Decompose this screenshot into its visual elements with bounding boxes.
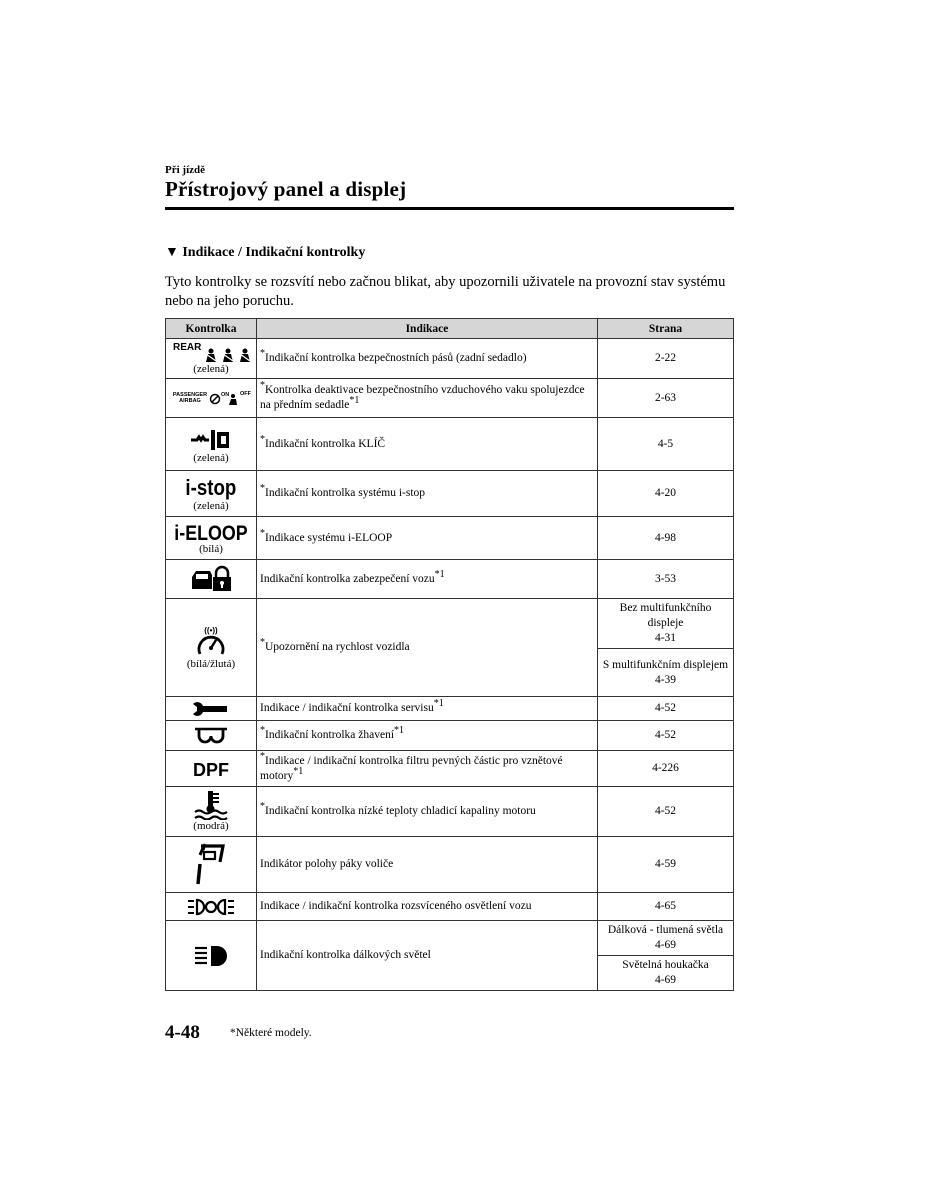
speed-alert-icon (191, 624, 231, 658)
table-row (166, 751, 734, 787)
page-cell: 3-53 (598, 560, 734, 599)
icon-cell (166, 471, 257, 517)
page-cell: S multifunkčním displejem 4-39 (598, 649, 734, 697)
page-cell: 4-52 (598, 697, 734, 721)
i-stop-icon (176, 474, 246, 500)
column-header-kontrolka: Kontrolka (166, 319, 257, 339)
page-cell: 4-226 (598, 751, 734, 787)
table-row (166, 787, 734, 837)
indication-cell: *Indikace / indikační kontrolka filtru pevných částic pro vznětové motory*1 (257, 751, 598, 787)
wrench-icon (191, 701, 231, 717)
indication-cell: *Kontrolka deaktivace bezpečnostního vzduchového vaku spolujezdce na předním sedadle*1 (257, 379, 598, 418)
high-beam-icon (191, 944, 231, 968)
indication-cell: Indikační kontrolka zabezpečení vozu*1 (257, 560, 598, 599)
icon-cell (166, 893, 257, 921)
indication-cell: Indikátor polohy páky voliče (257, 837, 598, 893)
page-cell: 4-59 (598, 837, 734, 893)
svg-text:REAR: REAR (173, 342, 202, 353)
svg-text:DPF: DPF (193, 759, 229, 779)
indication-cell: *Indikační kontrolka KLÍČ (257, 418, 598, 471)
svg-text:i-ELOOP: i-ELOOP (174, 521, 248, 543)
page-cell: 4-20 (598, 471, 734, 517)
table-row (166, 837, 734, 893)
indication-cell: Indikace / indikační kontrolka servisu*1 (257, 697, 598, 721)
indication-cell: Indikace / indikační kontrolka rozsvíceného osvětlení vozu (257, 893, 598, 921)
page-number: 4-48 (165, 1022, 200, 1043)
footnote: *Některé modely. (230, 1027, 312, 1039)
icon-cell (166, 721, 257, 751)
icon-cell (166, 418, 257, 471)
shift-position-icon (193, 842, 229, 888)
page-cell: 4-5 (598, 418, 734, 471)
table-row (166, 721, 734, 751)
indicator-table (165, 318, 734, 991)
title-rule (165, 207, 734, 210)
svg-text:i-stop: i-stop (185, 476, 237, 500)
svg-text:PASSENGER: PASSENGER (172, 392, 208, 398)
icon-cell (166, 921, 257, 991)
indication-cell: Indikační kontrolka dálkových světel (257, 921, 598, 991)
icon-cell (166, 517, 257, 560)
table-row (166, 599, 734, 649)
icon-cell (166, 837, 257, 893)
column-header-strana: Strana (598, 319, 734, 339)
dpf-icon (186, 759, 236, 779)
section-label: Při jízdě (165, 164, 206, 176)
rear-seatbelt-icon (171, 341, 251, 363)
page-cell: 4-52 (598, 721, 734, 751)
glow-plug-icon (191, 726, 231, 746)
passenger-airbag-off-icon (170, 389, 252, 407)
page-cell: 4-65 (598, 893, 734, 921)
table-row (166, 921, 734, 956)
icon-caption: (zelená) (193, 451, 229, 464)
table-row (166, 893, 734, 921)
icon-caption: (zelená) (193, 500, 229, 512)
icon-cell (166, 787, 257, 837)
table-row (166, 379, 734, 418)
page-cell: 2-22 (598, 339, 734, 379)
vehicle-security-icon (190, 565, 232, 593)
icon-cell (166, 599, 257, 697)
icon-cell (166, 560, 257, 599)
column-header-indikace: Indikace (257, 319, 598, 339)
indication-cell: *Upozornění na rychlost vozidla (257, 599, 598, 697)
table-row (166, 560, 734, 599)
lights-on-icon (186, 897, 236, 917)
svg-text:OFF: OFF (240, 391, 251, 397)
table-row (166, 471, 734, 517)
page-cell: 4-98 (598, 517, 734, 560)
page-cell: Světelná houkačka 4-69 (598, 956, 734, 991)
page-cell: 4-52 (598, 787, 734, 837)
icon-cell (166, 339, 257, 379)
indication-cell: *Indikace systému i-ELOOP (257, 517, 598, 560)
page-cell: 2-63 (598, 379, 734, 418)
indication-cell: *Indikační kontrolka systému i-stop (257, 471, 598, 517)
svg-text:AIRBAG: AIRBAG (179, 398, 201, 404)
page-title: Přístrojový panel a displej (165, 177, 407, 201)
table-row (166, 517, 734, 560)
table-row (166, 339, 734, 379)
svg-text:ON: ON (221, 392, 230, 398)
icon-caption: (bílá/žlutá) (186, 658, 236, 670)
page-cell: Bez multifunkčního displeje 4-31 (598, 599, 734, 649)
icon-cell (166, 379, 257, 418)
icon-caption: (modrá) (193, 820, 229, 832)
page-cell: Dálková - tlumená světla 4-69 (598, 921, 734, 956)
table-header-row (166, 319, 734, 339)
icon-cell (166, 751, 257, 787)
table-row (166, 418, 734, 471)
icon-caption: (zelená) (193, 363, 229, 375)
indication-cell: *Indikační kontrolka bezpečnostních pásů (zadní sedadlo) (257, 339, 598, 379)
key-icon (189, 424, 233, 452)
svg-text:((•)): ((•)) (204, 626, 218, 635)
indication-cell: *Indikační kontrolka žhavení*1 (257, 721, 598, 751)
low-coolant-temp-icon (193, 790, 229, 820)
intro-paragraph: Tyto kontrolky se rozsvítí nebo začnou blikat, aby upozornili uživatele na provozní stav systému nebo na jeho poruchu. (165, 274, 726, 309)
icon-cell (166, 697, 257, 721)
i-eloop-icon (171, 521, 251, 543)
table-row (166, 697, 734, 721)
icon-caption: (bílá) (199, 542, 223, 555)
indication-cell: *Indikační kontrolka nízké teploty chladicí kapaliny motoru (257, 787, 598, 837)
subheading: ▼ Indikace / Indikační kontrolky (165, 245, 366, 260)
